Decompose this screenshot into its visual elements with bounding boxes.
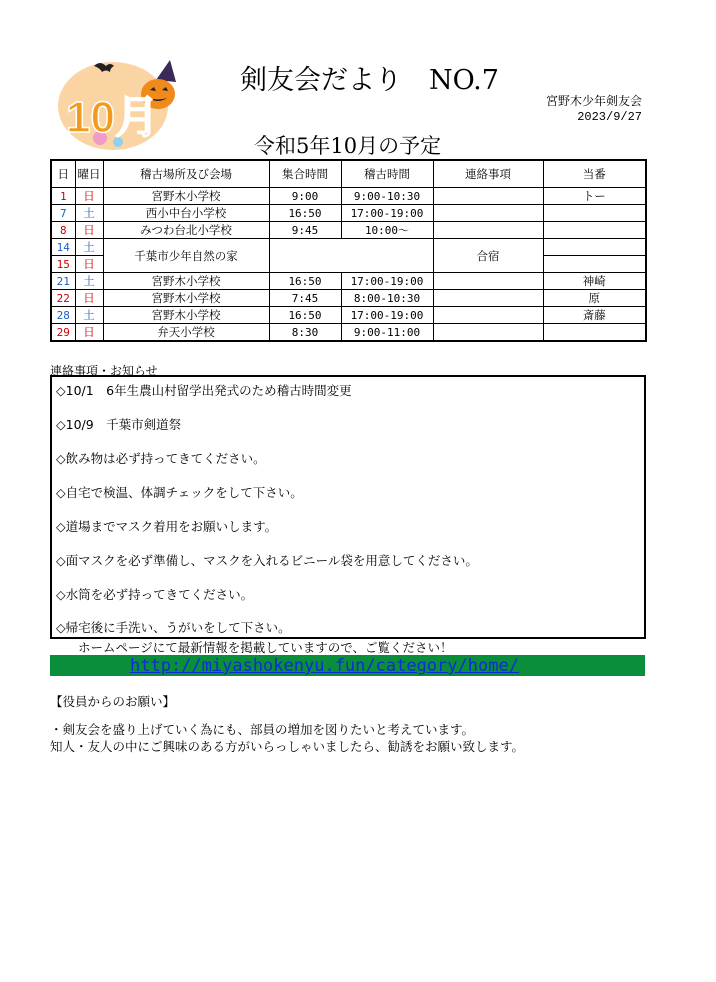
header-note: 連絡事項 xyxy=(433,160,543,188)
table-row xyxy=(51,205,646,222)
issue-date: 2023/9/27 xyxy=(577,110,642,124)
cell-place: 宮野木小学校 xyxy=(103,188,269,205)
cell-gather: 8:30 xyxy=(269,324,341,342)
cell-note xyxy=(433,273,543,290)
cell-weekday: 日 xyxy=(75,188,103,205)
schedule-table xyxy=(50,159,647,342)
cell-place: 宮野木小学校 xyxy=(103,273,269,290)
homepage-message: ホームページにて最新情報を掲載していますので、ご覧ください！ xyxy=(78,640,453,655)
cell-day: 28 xyxy=(51,307,75,324)
cell-gather: 16:50 xyxy=(269,205,341,222)
cell-place: みつわ台北小学校 xyxy=(103,222,269,239)
table-row xyxy=(51,188,646,205)
table-row xyxy=(51,290,646,307)
notice-item: ◇10/9 千葉市剣道祭 xyxy=(56,417,182,432)
notice-section-label: 連絡事項・お知らせ xyxy=(50,364,158,378)
cell-duty xyxy=(543,256,646,273)
cell-gather-practice xyxy=(269,239,433,273)
cell-practice: 17:00-19:00 xyxy=(341,273,433,290)
cell-weekday: 土 xyxy=(75,273,103,290)
cell-duty xyxy=(543,239,646,256)
table-row xyxy=(51,273,646,290)
table-row xyxy=(51,307,646,324)
table-header-row xyxy=(51,160,646,188)
table-row xyxy=(51,324,646,342)
cell-gather: 9:45 xyxy=(269,222,341,239)
cell-weekday: 土 xyxy=(75,205,103,222)
officers-section-title: 【役員からのお願い】 xyxy=(50,694,176,709)
cell-day: 29 xyxy=(51,324,75,342)
cell-gather: 16:50 xyxy=(269,307,341,324)
notice-item: ◇自宅で検温、体調チェックをして下さい。 xyxy=(56,485,303,500)
cell-day: 21 xyxy=(51,273,75,290)
cell-duty: トー xyxy=(543,188,646,205)
notice-item: ◇飲み物は必ず持ってきてください。 xyxy=(56,451,266,466)
cell-practice: 17:00-19:00 xyxy=(341,205,433,222)
cell-place: 宮野木小学校 xyxy=(103,290,269,307)
cell-duty: 斎藤 xyxy=(543,307,646,324)
cell-note xyxy=(433,188,543,205)
cell-place: 弁天小学校 xyxy=(103,324,269,342)
cell-practice: 9:00-11:00 xyxy=(341,324,433,342)
cell-weekday: 日 xyxy=(75,324,103,342)
witch-hat-icon xyxy=(156,60,176,82)
cell-day: 22 xyxy=(51,290,75,307)
homepage-link[interactable]: http://miyashokenyu.fun/category/home/ xyxy=(130,656,519,676)
cell-note xyxy=(433,205,543,222)
cell-practice: 17:00-19:00 xyxy=(341,307,433,324)
logo-text: 10月 xyxy=(66,93,159,142)
cell-practice: 9:00-10:30 xyxy=(341,188,433,205)
cell-note xyxy=(433,222,543,239)
notice-box xyxy=(50,375,646,639)
header-day: 日 xyxy=(51,160,75,188)
header-weekday: 曜日 xyxy=(75,160,103,188)
notice-item: ◇面マスクを必ず準備し、マスクを入れるビニール袋を用意してください。 xyxy=(56,553,478,568)
cell-note xyxy=(433,290,543,307)
organization-name: 宮野木少年剣友会 xyxy=(545,94,642,108)
cell-weekday: 土 xyxy=(75,239,103,256)
notice-item: ◇10/1 6年生農山村留学出発式のため稽古時間変更 xyxy=(56,383,352,398)
cell-note xyxy=(433,324,543,342)
cell-day: 1 xyxy=(51,188,75,205)
header-place: 稽古場所及び会場 xyxy=(103,160,269,188)
schedule-subtitle: 令和5年10月の予定 xyxy=(254,134,442,158)
cell-gather: 9:00 xyxy=(269,188,341,205)
header-practice: 稽古時間 xyxy=(341,160,433,188)
notice-item: ◇水筒を必ず持ってきてください。 xyxy=(56,587,254,602)
cell-duty xyxy=(543,205,646,222)
officers-request-line: 知人・友人の中にご興味のある方がいらっしゃいましたら、勧誘をお願い致します。 xyxy=(50,739,525,754)
cell-duty: 神崎 xyxy=(543,273,646,290)
notice-item: ◇帰宅後に手洗い、うがいをして下さい。 xyxy=(56,620,291,635)
cell-day: 15 xyxy=(51,256,75,273)
cell-practice: 10:00～ xyxy=(341,222,433,239)
cell-duty xyxy=(543,324,646,342)
header-duty: 当番 xyxy=(543,160,646,188)
cell-gather: 16:50 xyxy=(269,273,341,290)
notice-item: ◇道場までマスク着用をお願いします。 xyxy=(56,519,278,534)
cell-note: 合宿 xyxy=(433,239,543,273)
cell-duty: 原 xyxy=(543,290,646,307)
halloween-10-month-logo xyxy=(58,52,184,152)
cell-place: 宮野木小学校 xyxy=(103,307,269,324)
cell-place: 西小中台小学校 xyxy=(103,205,269,222)
cell-weekday: 日 xyxy=(75,256,103,273)
cell-place: 千葉市少年自然の家 xyxy=(103,239,269,273)
cell-day: 8 xyxy=(51,222,75,239)
cell-duty xyxy=(543,222,646,239)
header-gather: 集合時間 xyxy=(269,160,341,188)
cell-note xyxy=(433,307,543,324)
table-row xyxy=(51,239,646,256)
cell-day: 7 xyxy=(51,205,75,222)
table-row xyxy=(51,222,646,239)
officers-request-line: ・剣友会を盛り上げていく為にも、部員の増加を図りたいと考えています。 xyxy=(50,722,475,737)
cell-day: 14 xyxy=(51,239,75,256)
newsletter-title: 剣友会だより NO.7 xyxy=(240,65,499,96)
cell-weekday: 土 xyxy=(75,307,103,324)
cell-weekday: 日 xyxy=(75,222,103,239)
cell-weekday: 日 xyxy=(75,290,103,307)
cell-gather: 7:45 xyxy=(269,290,341,307)
cell-practice: 8:00-10:30 xyxy=(341,290,433,307)
